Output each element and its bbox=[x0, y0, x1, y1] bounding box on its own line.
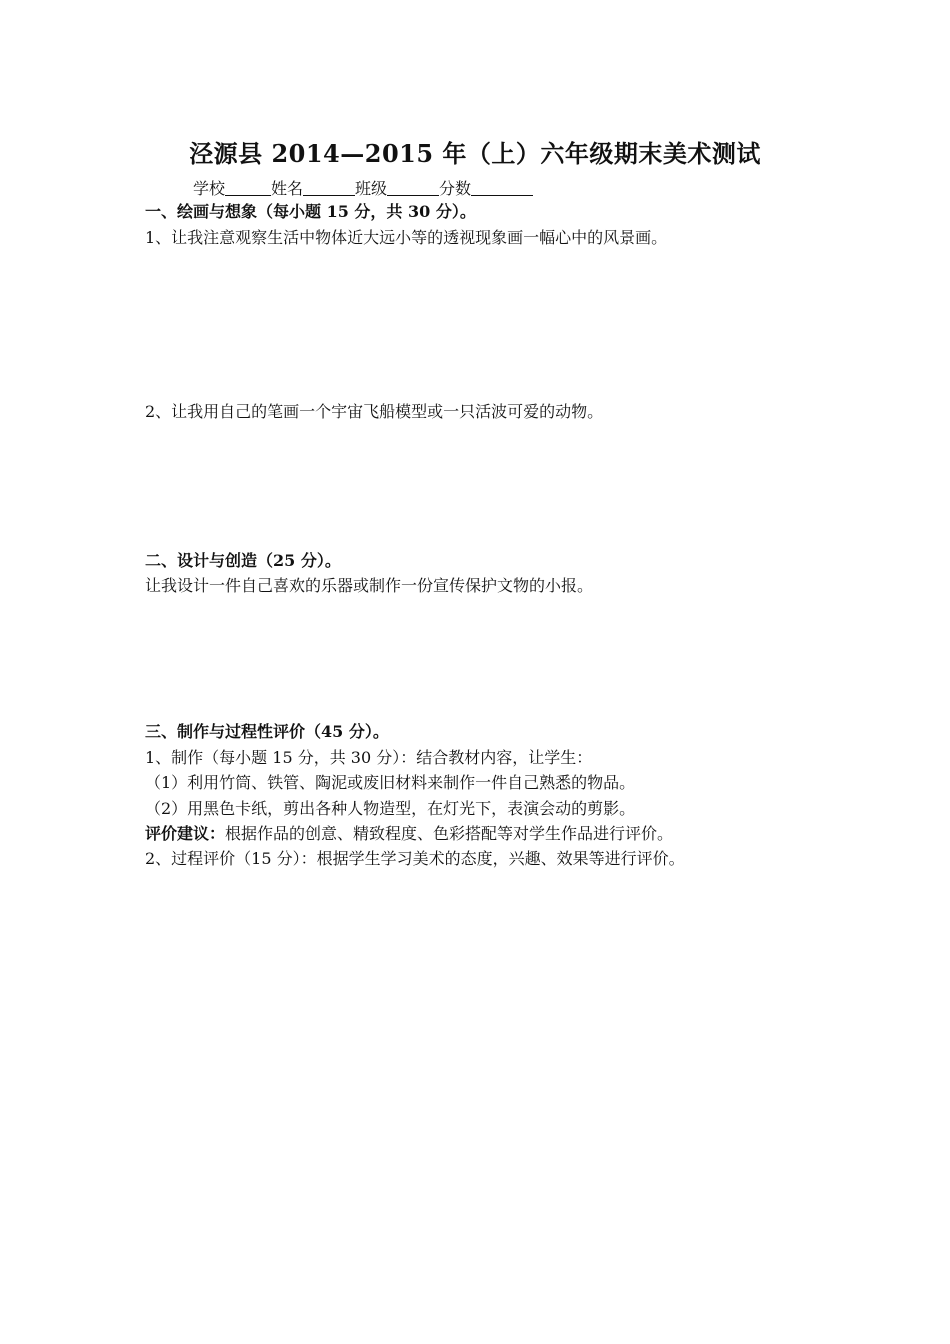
name-blank[interactable] bbox=[303, 179, 355, 196]
section3-evaluation bbox=[145, 824, 673, 844]
section2-question1: 让我设计一件自己喜欢的乐器或制作一份宣传保护文物的小报。 bbox=[145, 576, 594, 595]
section3-question2: 2、过程评价（15 分）：根据学生学习美术的态度，兴趣、效果等进行评价。 bbox=[145, 849, 685, 868]
school-label: 学校 bbox=[193, 179, 226, 198]
section3-question1: 1、制作（每小题 15 分，共 30 分）：结合教材内容，让学生： bbox=[145, 748, 593, 767]
section1-question1: 1、让我注意观察生活中物体近大远小等的透视现象画一幅心中的风景画。 bbox=[145, 228, 668, 247]
exam-title: 泾源县 2014—2015 年（上）六年级期末美术测试 bbox=[189, 139, 761, 168]
section2-heading: 二、设计与创造（25 分）。 bbox=[145, 551, 341, 570]
name-label: 姓名 bbox=[271, 179, 304, 198]
class-label: 班级 bbox=[355, 179, 388, 198]
score-blank[interactable] bbox=[471, 179, 533, 196]
section3-heading: 三、制作与过程性评价（45 分）。 bbox=[145, 722, 389, 741]
section1-question2: 2、让我用自己的笔画一个宇宙飞船模型或一只活波可爱的动物。 bbox=[145, 402, 604, 421]
section1-heading: 一、绘画与想象（每小题 15 分，共 30 分）。 bbox=[145, 202, 476, 221]
school-blank[interactable] bbox=[225, 179, 271, 196]
section3-question1b: （2）用黑色卡纸，剪出各种人物造型，在灯光下，表演会动的剪影。 bbox=[145, 799, 636, 818]
evaluation-label: 评价建议： bbox=[145, 824, 226, 843]
evaluation-text: 根据作品的创意、精致程度、色彩搭配等对学生作品进行评价。 bbox=[225, 824, 674, 843]
score-label: 分数 bbox=[439, 179, 472, 198]
section3-question1a: （1）利用竹筒、铁管、陶泥或废旧材料来制作一件自己熟悉的物品。 bbox=[145, 773, 636, 792]
student-info-line bbox=[193, 176, 533, 199]
class-blank[interactable] bbox=[387, 179, 439, 196]
